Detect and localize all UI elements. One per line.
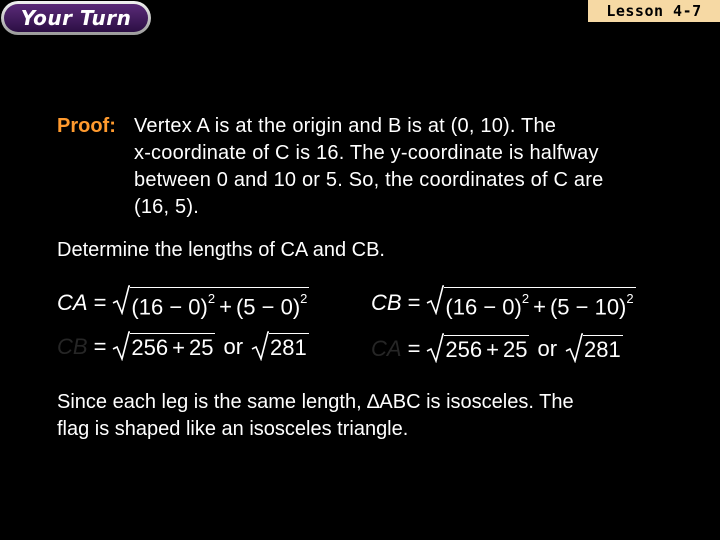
equals-sign: = <box>407 335 421 361</box>
equals-sign: = <box>93 290 107 316</box>
exponent: 2 <box>521 291 530 306</box>
equals-sign: = <box>93 333 107 359</box>
term: 256 <box>131 335 169 360</box>
lesson-tab: Lesson 4-7 <box>588 0 720 22</box>
term: (5 − 0) <box>235 294 301 320</box>
proof-line-1: Vertex A is at the origin and B is at (0, 10). The <box>134 115 557 137</box>
proof-body <box>134 113 707 221</box>
conclusion-line-2: flag is shaped like an isosceles triangle. <box>57 418 409 440</box>
sqrt-256-25 <box>112 331 215 362</box>
your-turn-badge-inner <box>4 4 148 32</box>
radicand-ca <box>130 287 309 321</box>
equals-sign: = <box>407 290 421 316</box>
proof-label: Proof: <box>57 115 116 137</box>
term: (5 − 10) <box>549 294 627 320</box>
or-word: or <box>223 333 244 359</box>
your-turn-badge <box>1 1 151 35</box>
term: (16 − 0) <box>445 294 522 320</box>
exponent: 2 <box>207 291 216 306</box>
formula-cb-lhs: CB <box>371 290 402 316</box>
plus-sign: + <box>172 335 185 360</box>
exponent: 2 <box>626 291 634 306</box>
term: 25 <box>503 337 528 362</box>
radical-icon <box>426 333 444 363</box>
formula-ca-lhs: CA <box>57 290 88 316</box>
conclusion-line-1: Since each leg is the same length, ∆ABC is isosceles. The <box>57 391 574 413</box>
sqrt-256-25 <box>426 333 529 364</box>
term: 25 <box>189 335 214 360</box>
formula-ca <box>57 285 309 321</box>
sqrt-281 <box>565 333 623 364</box>
radical-icon <box>251 331 269 361</box>
proof-line-2: x-coordinate of C is 16. The y-coordinate is halfway <box>134 142 599 164</box>
sqrt-cb <box>426 285 635 321</box>
plus-sign: + <box>533 294 546 320</box>
proof-line-3: between 0 and 10 or 5. So, the coordinates of C are <box>134 169 604 191</box>
sqrt-281 <box>251 331 309 362</box>
term: 256 <box>445 337 483 362</box>
plus-sign: + <box>219 294 232 320</box>
proof-line-4: (16, 5). <box>134 196 199 218</box>
radicand-sum <box>130 333 215 362</box>
formula-cb <box>371 285 636 321</box>
radicand-281: 281 <box>270 335 307 360</box>
radicand-sum <box>444 335 529 364</box>
ghost-cb-label: CB <box>57 333 88 359</box>
exponent: 2 <box>300 291 308 306</box>
proof-paragraph <box>57 113 707 221</box>
plus-sign: + <box>486 337 499 362</box>
your-turn-label: Your Turn <box>20 6 132 30</box>
sqrt-ca <box>112 285 309 321</box>
ghost-ca-label: CA <box>371 335 402 361</box>
term: (16 − 0) <box>131 294 208 320</box>
radical-icon <box>426 285 444 315</box>
radical-icon <box>565 333 583 363</box>
radicand-cb <box>444 287 635 321</box>
conclusion-paragraph <box>57 389 697 443</box>
formula-row2-right <box>371 333 623 364</box>
determine-text: Determine the lengths of CA and CB. <box>57 239 385 261</box>
radical-icon <box>112 331 130 361</box>
radical-icon <box>112 285 130 315</box>
formula-row2-left <box>57 331 309 362</box>
radicand-281: 281 <box>584 337 621 362</box>
or-word: or <box>537 335 558 361</box>
